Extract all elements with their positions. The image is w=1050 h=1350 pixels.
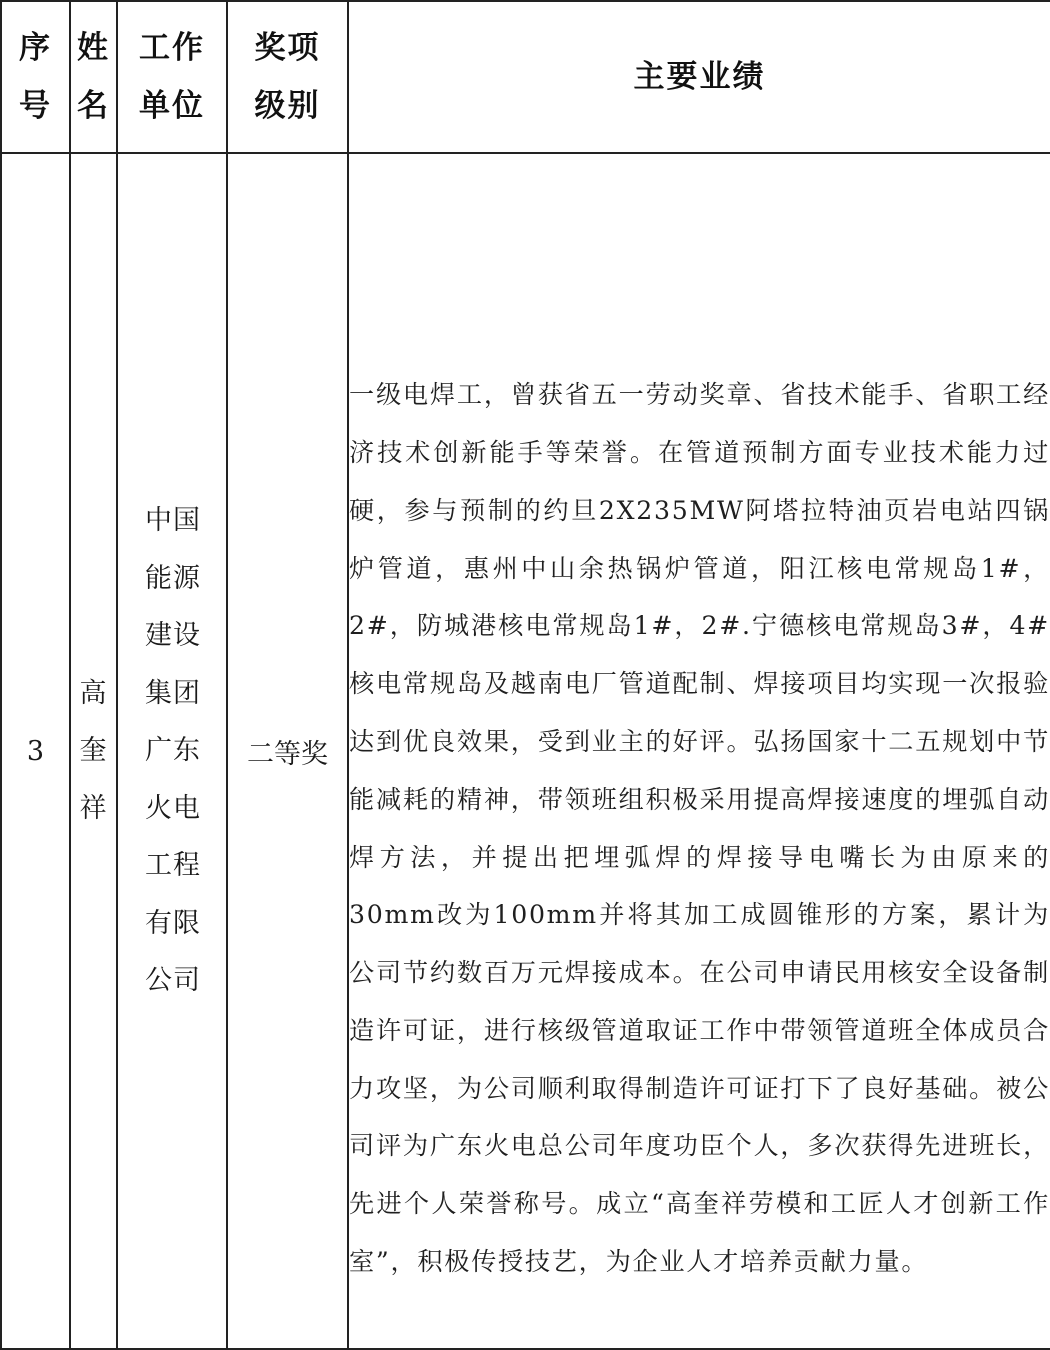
header-award-level: 奖项 级别: [227, 1, 348, 153]
award-level-cell: 二等奖: [227, 153, 348, 1349]
header-seq: 序 号: [1, 1, 70, 153]
header-achievements: 主要业绩: [348, 1, 1050, 153]
name-cell: 高 奎 祥: [70, 153, 117, 1349]
seq-cell: 3: [1, 153, 70, 1349]
header-row: [1, 1, 1050, 153]
header-unit: 工作 单位: [117, 1, 227, 153]
header-name: 姓 名: [70, 1, 117, 153]
unit-cell: 中国 能源 建设 集团 广东 火电 工程 有限 公司: [117, 153, 227, 1349]
achievements-text: 一级电焊工，曾获省五一劳动奖章、省技术能手、省职工经济技术创新能手等荣誉。在管道预制方面专业技术能力过硬，参与预制的约旦2X235MW阿塔拉特油页岩电站四锅炉管道，惠州中山余热锅炉管道，阳江核电常规岛1#，2#，防城港核电常规岛1#，2#.宁德核电常规岛3#，4#核电常规岛及越南电厂管道配制、焊接项目均实现一次报验达到优良效果，受到业主的好评。弘扬国家十二五规划中节能减耗的精神，带领班组积极采用提高焊接速度的埋弧自动焊方法，并提出把埋弧焊的焊接导电嘴长为由原来的30mm改为100mm并将其加工成圆锥形的方案，累计为公司节约数百万元焊接成本。在公司申请民用核安全设备制造许可证，进行核级管道取证工作中带领管道班全体成员合力攻坚，为公司顺利取得制造许可证打下了良好基础。被公司评为广东火电总公司年度功臣个人，多次获得先进班长，先进个人荣誉称号。成立“高奎祥劳模和工匠人才创新工作室”，积极传授技艺，为企业人才培养贡献力量。: [349, 380, 1050, 1277]
table-row: [1, 153, 1050, 1349]
achievements-cell: [348, 153, 1050, 1349]
